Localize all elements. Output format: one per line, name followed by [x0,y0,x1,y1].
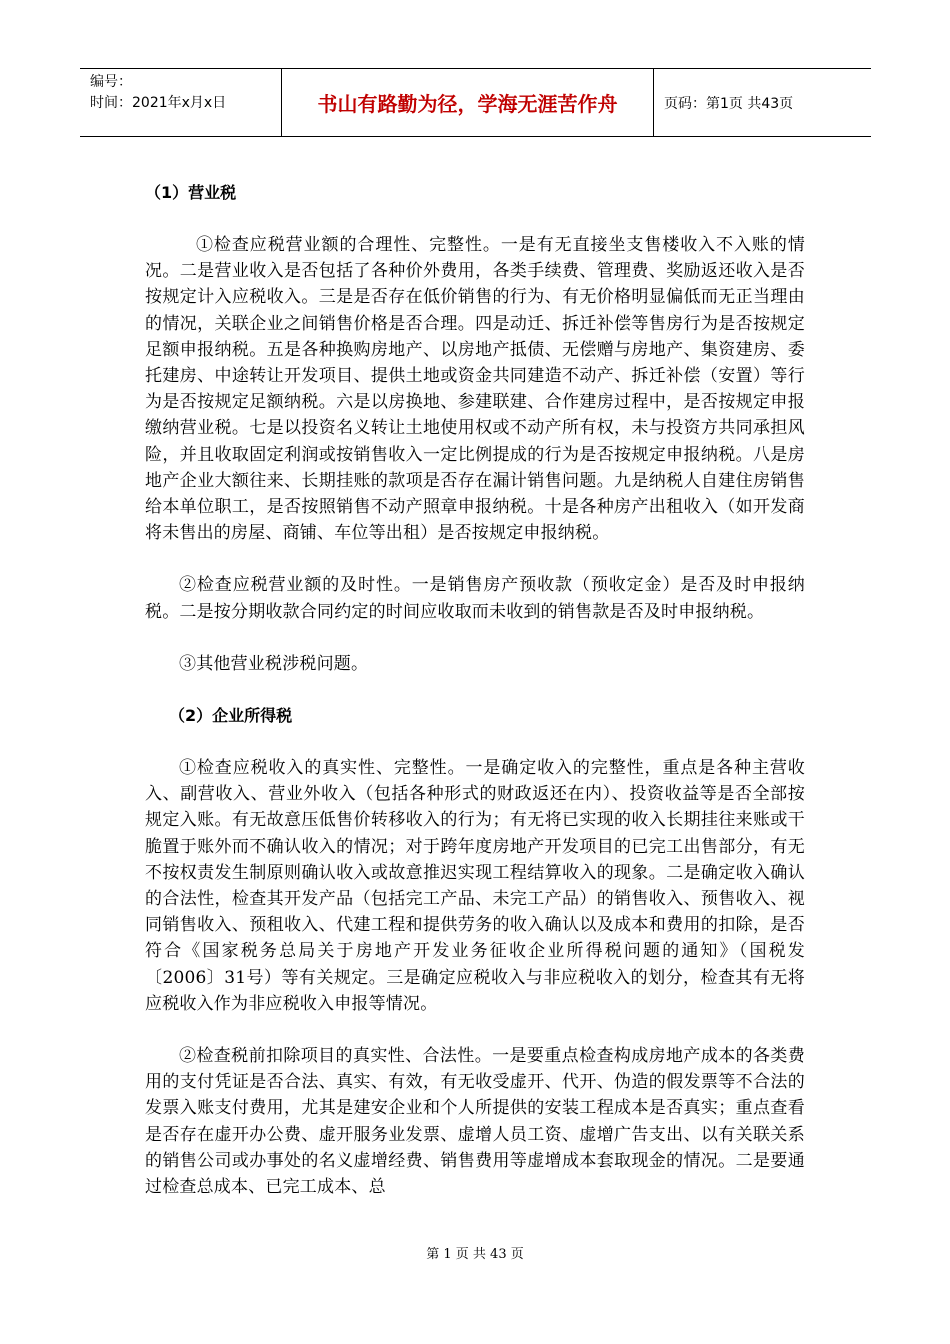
header-meta [80,69,282,136]
paragraph: ①检查应税营业额的合理性、完整性。一是有无直接坐支售楼收入不入账的情况。二是营业收入是否包括了各种价外费用，各类手续费、管理费、奖励返还收入是否按规定计入应税收入。三是是否存在低价销售的行为、有无价格明显偏低而无正当理由的情况，关联企业之间销售价格是否合理。四是动迁、拆迁补偿等售房行为是否按规定足额申报纳税。五是各种换购房地产、以房地产抵债、无偿赠与房地产、集资建房、委托建房、中途转让开发项目、提供土地或资金共同建造不动产、拆迁补偿（安置）等行为是否按规定足额纳税。六是以房换地、参建联建、合作建房过程中，是否按规定申报缴纳营业税。七是以投资名义转让土地使用权或不动产所有权，未与投资方共同承担风险，并且收取固定利润或按销售收入一定比例提成的行为是否按规定申报纳税。八是房地产企业大额往来、长期挂账的款项是否存在漏计销售问题。九是纳税人自建住房销售给本单位职工，是否按照销售不动产照章申报纳税。十是各种房产出租收入（如开发商将未售出的房屋、商铺、车位等出租）是否按规定申报纳税。 [145,235,805,544]
document-header [80,68,871,137]
paragraph: ②检查应税营业额的及时性。一是销售房产预收款（预收定金）是否及时申报纳税。二是按分期收款合同约定的时间应收取而未收到的销售款是否及时申报纳税。 [145,575,805,622]
number-label: 编号： [90,74,132,90]
paragraph: ③其他营业税涉税问题。 [179,653,369,674]
header-motto: 书山有路勤为径，学海无涯苦作舟 [282,69,654,136]
paragraph: ②检查税前扣除项目的真实性、合法性。一是要重点检查构成房地产成本的各类费用的支付凭证是否合法、真实、有效，有无收受虚开、代开、伪造的假发票等不合法的发票入账支付费用，尤其是建安企业和个人所提供的安装工程成本是否真实；重点查看是否存在虚开办公费、虚开服务业发票、虚增人员工资、虚增广告支出、以有关联关系的销售公司或办事处的名义虚增经费、销售费用等虚增成本套取现金的情况。二是要通过检查总成本、已完工成本、总 [145,1046,805,1198]
section-title-income-tax: （2）企业所得税 [169,706,293,726]
header-page-info: 页码：第1页 共43页 [664,95,794,112]
page-footer: 第 1 页 共 43 页 [426,1247,524,1262]
paragraph: ①检查应税收入的真实性、完整性。一是确定收入的完整性，重点是各种主营收入、副营收入、营业外收入（包括各种形式的财政返还在内）、投资收益等是否全部按规定入账。有无故意压低售价转移收入的行为；有无将已实现的收入长期挂往来账或干脆置于账外而不确认收入的情况；对于跨年度房地产开发项目的已完工出售部分，有无不按权责发生制原则确认收入或故意推迟实现工程结算收入的现象。二是确定收入确认的合法性，检查其开发产品（包括完工产品、未完工产品）的销售收入、预售收入、视同销售收入、预租收入、代建工程和提供劳务的收入确认以及成本和费用的扣除，是否符合《国家税务总局关于房地产开发业务征收企业所得税问题的通知》（国税发〔2006〕31号）等有关规定。三是确定应税收入与非应税收入的划分，检查其有无将应税收入作为非应税收入申报等情况。 [145,758,805,1014]
document-body [145,180,805,1200]
section-title-business-tax: （1）营业税 [145,183,237,202]
time-label: 时间：2021年x月x日 [90,95,227,111]
